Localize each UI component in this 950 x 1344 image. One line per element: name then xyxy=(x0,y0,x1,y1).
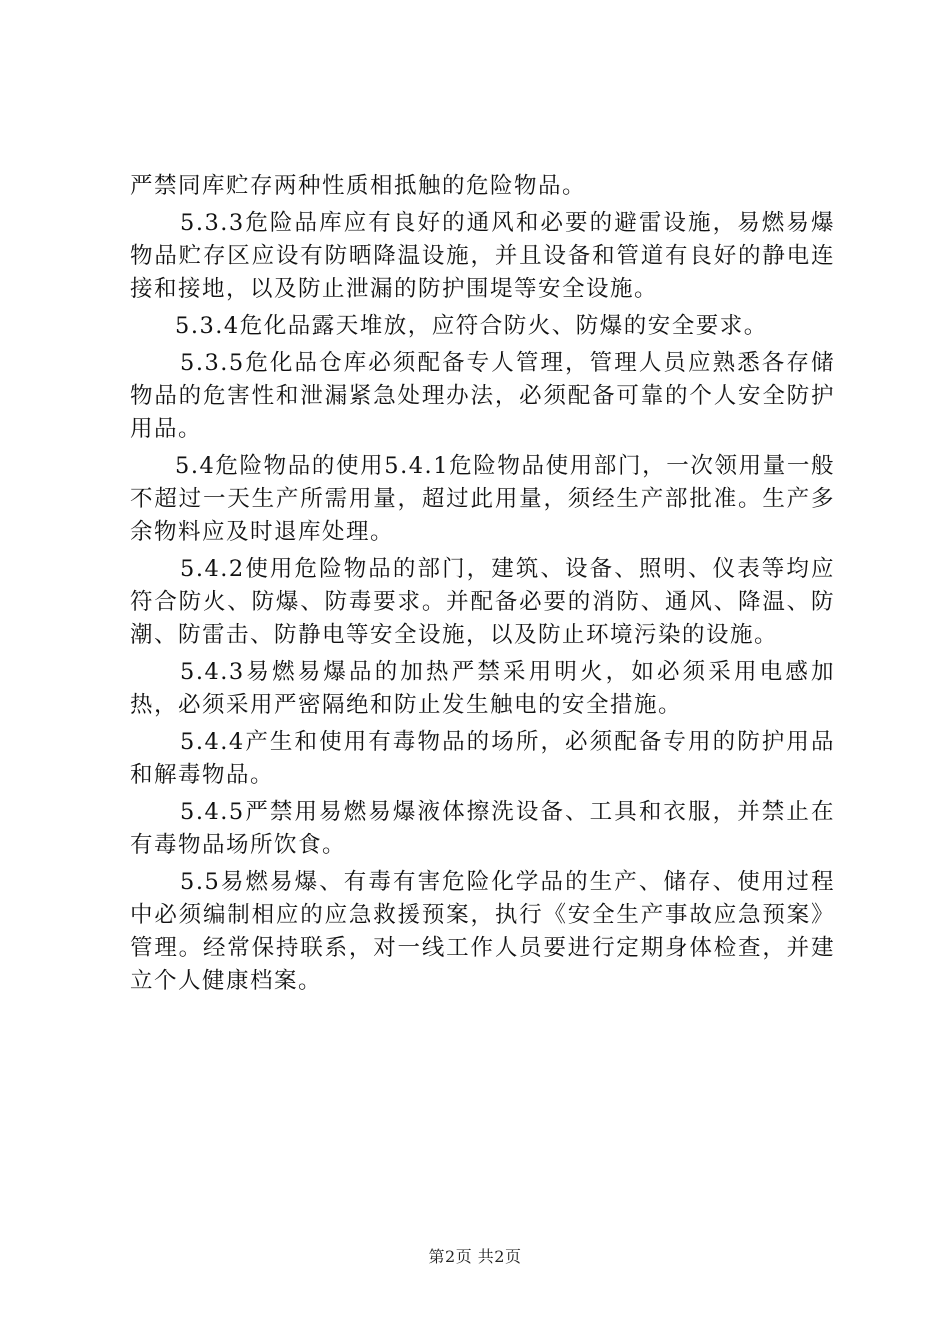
paragraph-5-4-2: 5.4.2使用危险物品的部门，建筑、设备、照明、仪表等均应符合防火、防爆、防毒要求。并配备必要的消防、通风、降温、防潮、防雷击、防静电等安全设施，以及防止环境污染的设施。 xyxy=(130,556,835,648)
paragraph-5-4-3: 5.4.3易燃易爆品的加热严禁采用明火，如必须采用电感加热，必须采用严密隔绝和防止发生触电的安全措施。 xyxy=(130,659,835,718)
paragraph-5-3-4: 5.3.4危化品露天堆放，应符合防火、防爆的安全要求。 xyxy=(175,313,768,339)
page-number-footer: 第2页 共2页 xyxy=(428,1247,522,1266)
paragraph-continuation: 严禁同库贮存两种性质相抵触的危险物品。 xyxy=(130,173,587,199)
document-body xyxy=(130,170,835,1002)
paragraph-5-3-5: 5.3.5危化品仓库必须配备专人管理，管理人员应熟悉各存储物品的危害性和泄漏紧急处理办法，必须配备可靠的个人安全防护用品。 xyxy=(130,350,835,442)
paragraph-5-3-3: 5.3.3危险品库应有良好的通风和必要的避雷设施，易燃易爆物品贮存区应设有防晒降温设施，并且设备和管道有良好的静电连接和接地，以及防止泄漏的防护围堤等安全设施。 xyxy=(130,210,835,302)
paragraph-5-5: 5.5易燃易爆、有毒有害危险化学品的生产、储存、使用过程中必须编制相应的应急救援预案，执行《安全生产事故应急预案》管理。经常保持联系，对一线工作人员要进行定期身体检查，并建立个人健康档案。 xyxy=(130,869,835,994)
paragraph-5-4-5: 5.4.5严禁用易燃易爆液体擦洗设备、工具和衣服，并禁止在有毒物品场所饮食。 xyxy=(130,799,835,858)
paragraph-5-4: 5.4危险物品的使用5.4.1危险物品使用部门，一次领用量一般不超过一天生产所需用量，超过此用量，须经生产部批准。生产多余物料应及时退库处理。 xyxy=(130,453,835,545)
paragraph-5-4-4: 5.4.4产生和使用有毒物品的场所，必须配备专用的防护用品和解毒物品。 xyxy=(130,729,835,788)
